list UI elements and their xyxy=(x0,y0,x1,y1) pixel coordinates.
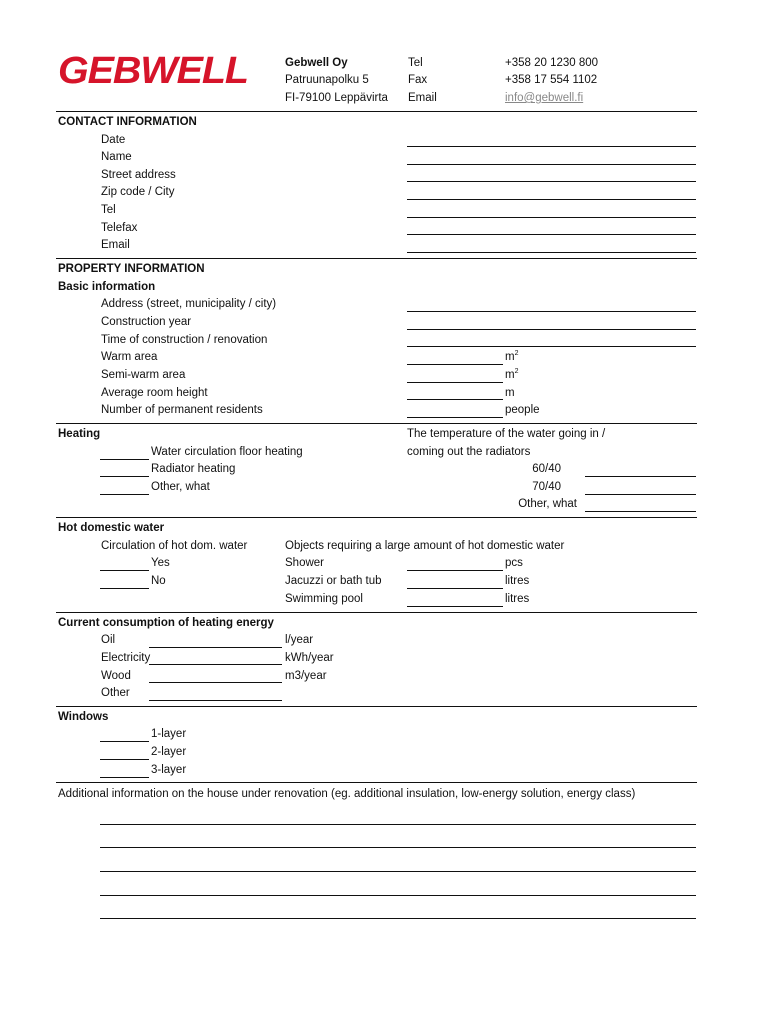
windows-heading: Windows xyxy=(58,711,109,723)
unit-m: m xyxy=(505,387,515,399)
radiator-temp-label: The temperature of the water going in / xyxy=(407,428,606,440)
unit-l-year: l/year xyxy=(285,634,314,646)
circulation-no-field[interactable] xyxy=(100,588,149,589)
consumption-label-oil: Oil xyxy=(101,634,116,646)
temp-option-70-40: 70/40 xyxy=(532,481,561,493)
electricity-field[interactable] xyxy=(149,664,282,665)
logo-text: GEBWELL xyxy=(58,52,248,88)
oil-field[interactable] xyxy=(149,647,282,648)
renovation-time-field[interactable] xyxy=(407,346,696,347)
option-1-layer: 1-layer xyxy=(151,728,187,740)
temp-60-40-field[interactable] xyxy=(585,476,696,477)
consumption-label-wood: Wood xyxy=(101,670,131,682)
divider xyxy=(56,111,697,112)
temp-70-40-field[interactable] xyxy=(585,494,696,495)
company-tel: +358 20 1230 800 xyxy=(505,57,599,69)
company-name: Gebwell Oy xyxy=(285,57,348,69)
divider xyxy=(56,612,697,613)
label-warm-area: Warm area xyxy=(101,351,158,363)
label-room-height: Average room height xyxy=(101,387,208,399)
additional-info-line[interactable] xyxy=(100,871,696,872)
consumption-label-electricity: Electricity xyxy=(101,652,151,664)
consumption-heading: Current consumption of heating energy xyxy=(58,617,274,629)
additional-info-line[interactable] xyxy=(100,847,696,848)
contact-label-date: Date xyxy=(101,134,126,146)
company-fax: +358 17 554 1102 xyxy=(505,74,598,86)
room-height-field[interactable] xyxy=(407,399,503,400)
contact-label-name: Name xyxy=(101,151,132,163)
label-construction-year: Construction year xyxy=(101,316,192,328)
window-3-layer-field[interactable] xyxy=(100,777,149,778)
property-heading: PROPERTY INFORMATION xyxy=(58,263,205,275)
construction-year-field[interactable] xyxy=(407,329,696,330)
objects-label: Objects requiring a large amount of hot domestic water xyxy=(285,540,565,552)
company-street: Patruunapolku 5 xyxy=(285,74,369,86)
temp-option-other: Other, what xyxy=(518,498,577,510)
option-radiator-heating: Radiator heating xyxy=(151,463,236,475)
jacuzzi-field[interactable] xyxy=(407,588,503,589)
divider xyxy=(56,517,697,518)
option-yes: Yes xyxy=(151,557,170,569)
shower-label: Shower xyxy=(285,557,324,569)
consumption-label-other: Other xyxy=(101,687,130,699)
additional-info-line[interactable] xyxy=(100,824,696,825)
contact-heading: CONTACT INFORMATION xyxy=(58,116,197,128)
option-2-layer: 2-layer xyxy=(151,746,187,758)
divider xyxy=(56,258,697,259)
additional-info-label: Additional information on the house under renovation (eg. additional insulation, low-energy solution, energy class) xyxy=(58,788,636,800)
circulation-label: Circulation of hot dom. water xyxy=(101,540,248,552)
name-field[interactable] xyxy=(407,164,696,165)
pool-field[interactable] xyxy=(407,606,503,607)
unit-people: people xyxy=(505,404,540,416)
unit-litres: litres xyxy=(505,575,530,587)
hot-water-heading: Hot domestic water xyxy=(58,522,165,534)
unit-m2: $m^2$ xyxy=(505,350,519,363)
semi-warm-area-field[interactable] xyxy=(407,382,503,383)
additional-info-line[interactable] xyxy=(100,918,696,919)
tel-field[interactable] xyxy=(407,217,696,218)
radiator-temp-label-2: coming out the radiators xyxy=(407,446,531,458)
option-3-layer: 3-layer xyxy=(151,764,187,776)
email-label: Email xyxy=(408,92,437,104)
contact-label-tel: Tel xyxy=(101,204,116,216)
option-other-heating: Other, what xyxy=(151,481,210,493)
contact-label-telefax: Telefax xyxy=(101,222,138,234)
circulation-yes-field[interactable] xyxy=(100,570,149,571)
street-field[interactable] xyxy=(407,181,696,182)
tel-label: Tel xyxy=(408,57,423,69)
temp-other-field[interactable] xyxy=(585,511,696,512)
additional-info-line[interactable] xyxy=(100,895,696,896)
contact-label-email: Email xyxy=(101,239,130,251)
company-email-link[interactable]: info@gebwell.fi xyxy=(505,92,584,104)
floor-heating-field[interactable] xyxy=(100,459,149,460)
company-postal: FI-79100 Leppävirta xyxy=(285,92,388,104)
temp-option-60-40: 60/40 xyxy=(532,463,561,475)
contact-label-street: Street address xyxy=(101,169,176,181)
wood-field[interactable] xyxy=(149,682,282,683)
label-renovation-time: Time of construction / renovation xyxy=(101,334,268,346)
contact-label-zip: Zip code / City xyxy=(101,186,175,198)
gebwell-logo xyxy=(56,52,252,88)
label-residents: Number of permanent residents xyxy=(101,404,263,416)
divider xyxy=(56,423,697,424)
window-2-layer-field[interactable] xyxy=(100,759,149,760)
window-1-layer-field[interactable] xyxy=(100,741,149,742)
address-field[interactable] xyxy=(407,311,696,312)
fax-label: Fax xyxy=(408,74,428,86)
label-address: Address (street, municipality / city) xyxy=(101,298,277,310)
date-field[interactable] xyxy=(407,146,696,147)
heating-heading: Heating xyxy=(58,428,101,440)
telefax-field[interactable] xyxy=(407,234,696,235)
email-field[interactable] xyxy=(407,252,696,253)
unit-pcs: pcs xyxy=(505,557,523,569)
unit-litres: litres xyxy=(505,593,530,605)
radiator-heating-field[interactable] xyxy=(100,476,149,477)
jacuzzi-label: Jacuzzi or bath tub xyxy=(285,575,382,587)
unit-kwh-year: kWh/year xyxy=(285,652,334,664)
option-floor-heating: Water circulation floor heating xyxy=(151,446,303,458)
unit-m3-year: m3/year xyxy=(285,670,327,682)
residents-field[interactable] xyxy=(407,417,503,418)
shower-field[interactable] xyxy=(407,570,503,571)
label-semi-warm-area: Semi-warm area xyxy=(101,369,186,381)
option-no: No xyxy=(151,575,166,587)
basic-info-heading: Basic information xyxy=(58,281,156,293)
pool-label: Swimming pool xyxy=(285,593,363,605)
unit-m2: $m^2$ xyxy=(505,368,519,381)
zip-city-field[interactable] xyxy=(407,199,696,200)
warm-area-field[interactable] xyxy=(407,364,503,365)
divider xyxy=(56,782,697,783)
other-consumption-field[interactable] xyxy=(149,700,282,701)
other-heating-field[interactable] xyxy=(100,494,149,495)
divider xyxy=(56,706,697,707)
